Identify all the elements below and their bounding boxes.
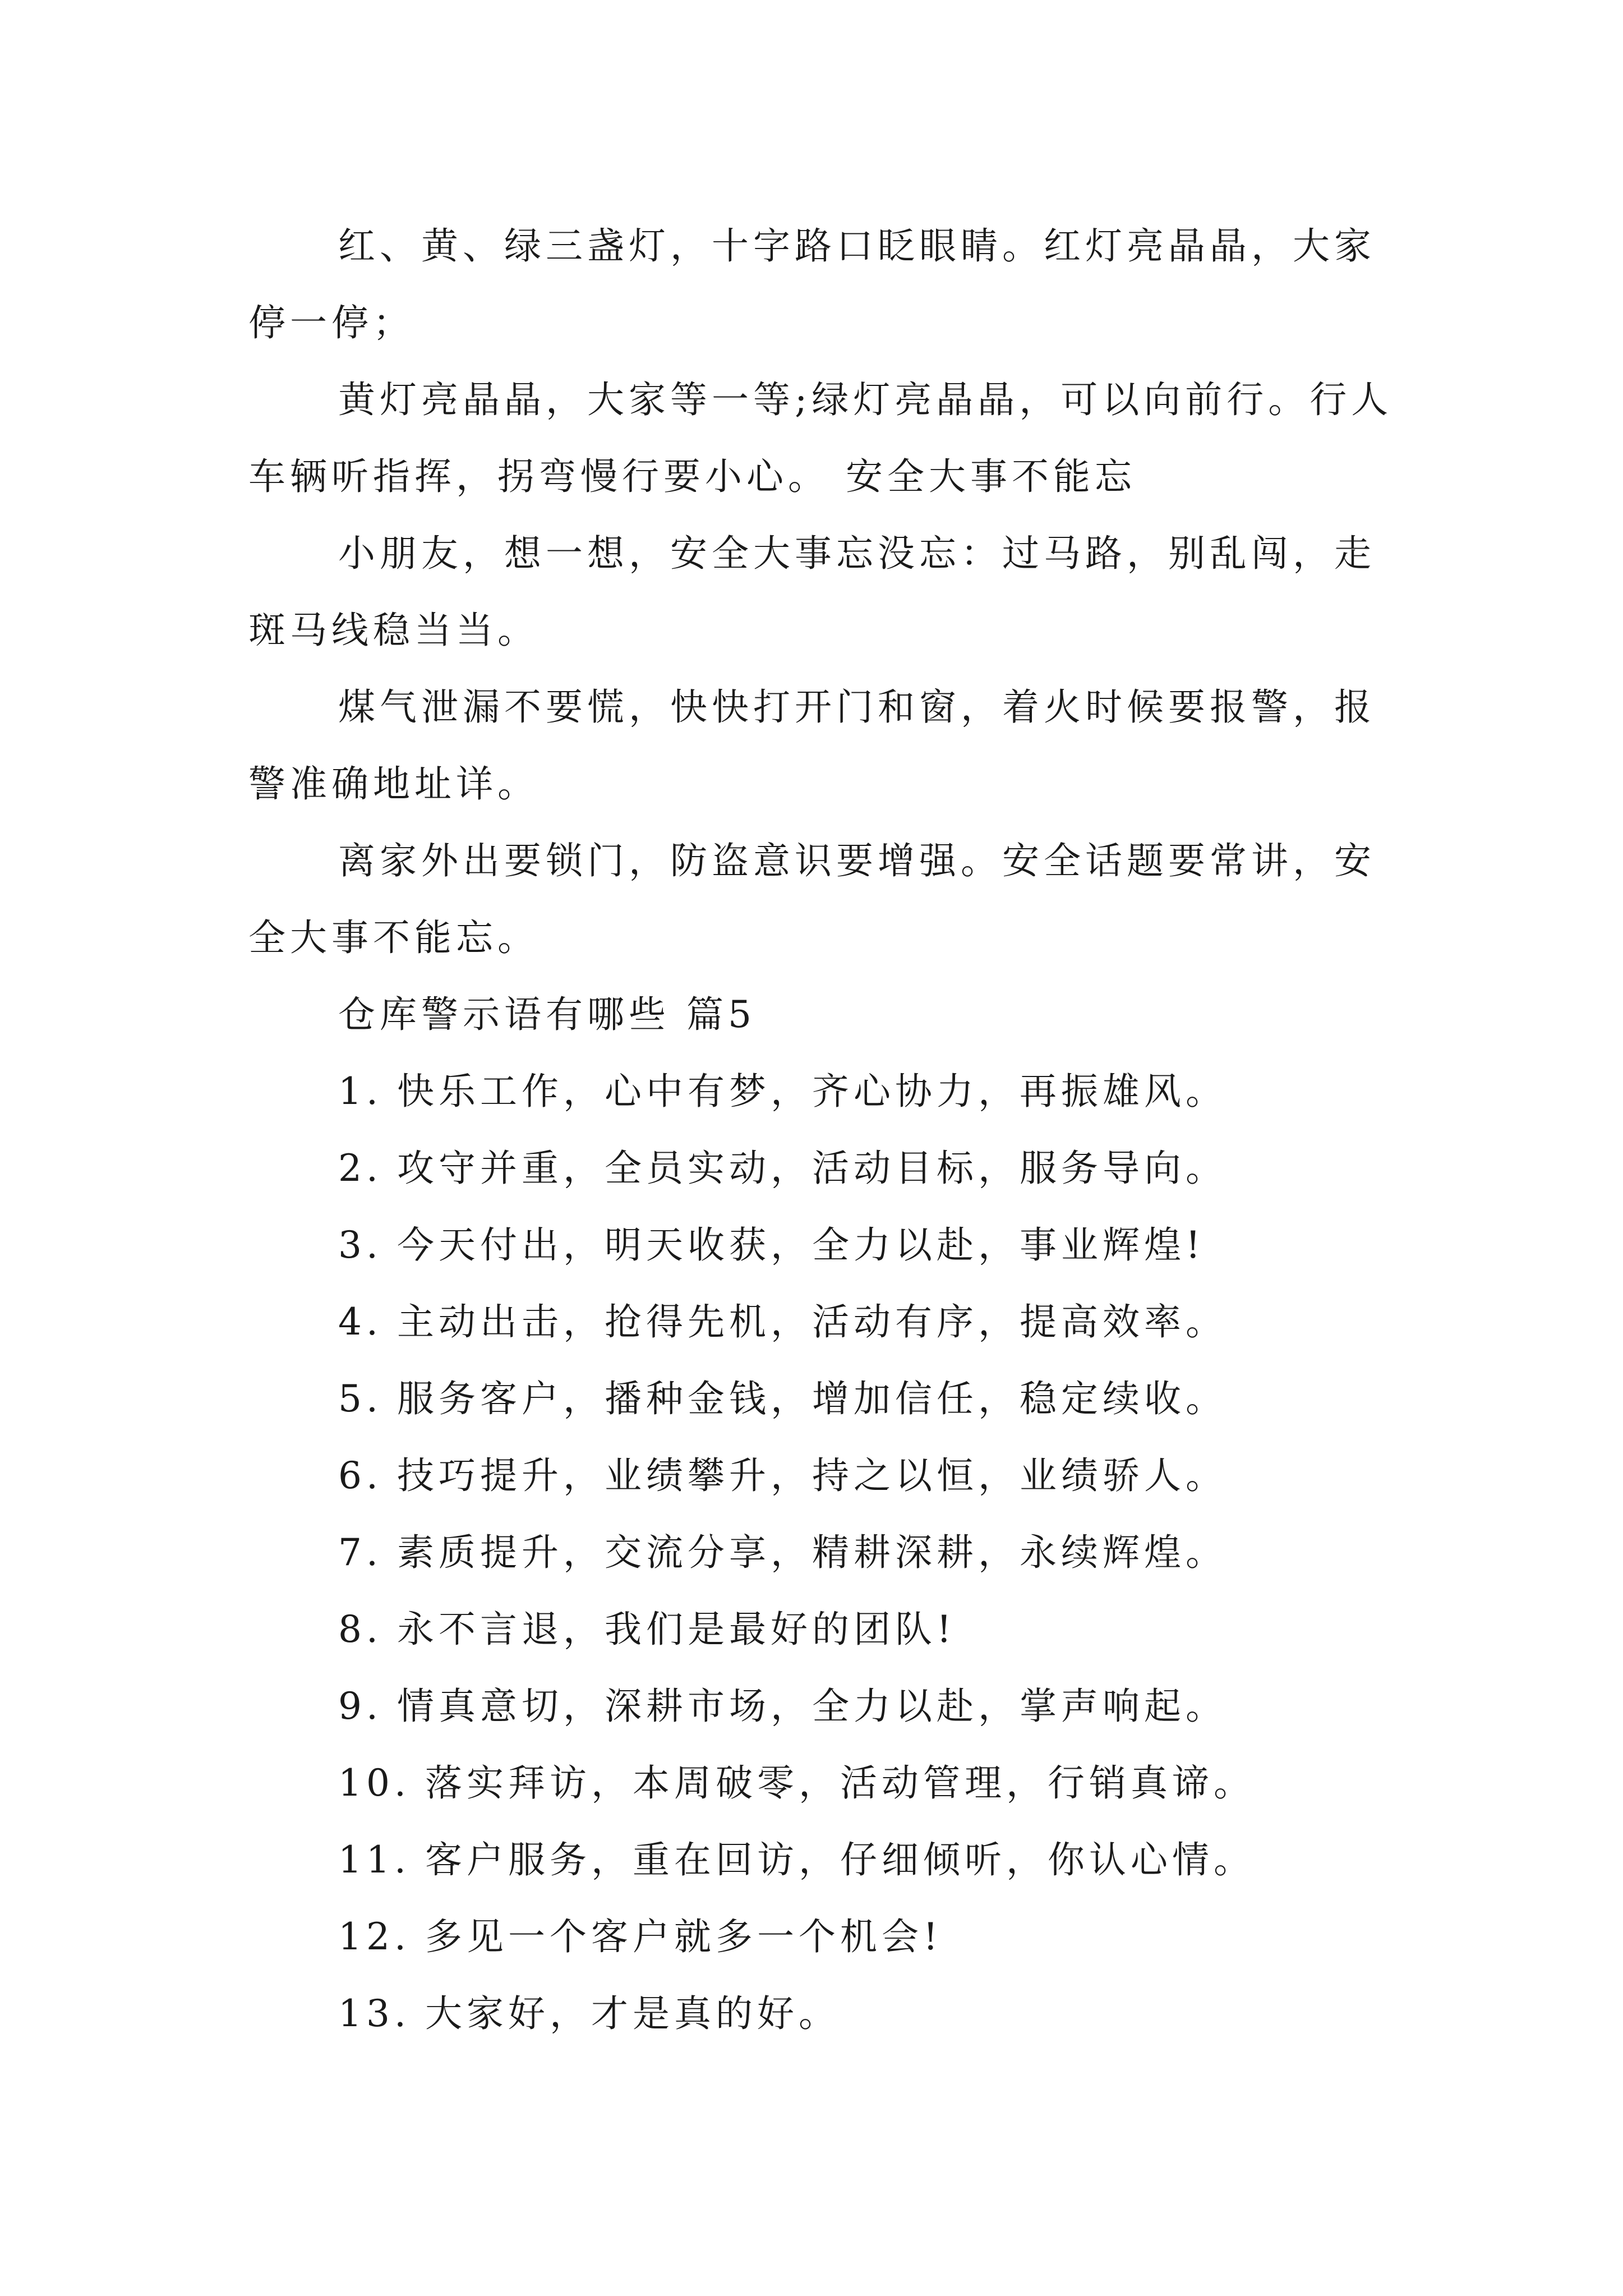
list-item-text: 素质提升，交流分享，精耕深耕，永续辉煌。 <box>396 1531 1227 1574</box>
document-body <box>248 208 1398 2052</box>
list-item-number: 7. <box>338 1531 382 1574</box>
list-item-number: 8. <box>338 1608 382 1651</box>
list-item-text: 落实拜访，本周破零，活动管理，行销真谛。 <box>425 1761 1255 1805</box>
list-item <box>248 1898 1398 1975</box>
list-item <box>248 1821 1398 1898</box>
list-item-text: 情真意切，深耕市场，全力以赴，掌声响起。 <box>396 1685 1227 1728</box>
list-item-number: 11. <box>338 1838 411 1881</box>
list-item <box>248 1514 1398 1591</box>
paragraph-lock-door: 离家外出要锁门，防盗意识要增强。安全话题要常讲，安全大事不能忘。 <box>248 839 1376 959</box>
list-item-number: 13. <box>338 1992 411 2035</box>
list-item <box>248 1975 1398 2052</box>
list-item-number: 9. <box>338 1685 382 1728</box>
list-item-number: 6. <box>338 1454 382 1497</box>
list-item-number: 10. <box>338 1761 411 1805</box>
list-item <box>248 1668 1398 1745</box>
list-item-text: 服务客户，播种金钱，增加信任，稳定续收。 <box>396 1377 1227 1420</box>
list-item <box>248 1283 1398 1360</box>
list-item-text: 永不言退，我们是最好的团队! <box>396 1608 956 1651</box>
paragraph-yellow-green-lights: 黄灯亮晶晶，大家等一等;绿灯亮晶晶，可以向前行。行人车辆听指挥，拐弯慢行要小心。 安全大事不能忘 <box>248 378 1393 498</box>
list-item-text: 攻守并重，全员实动，活动目标，服务导向。 <box>396 1147 1227 1190</box>
list-item-text: 大家好，才是真的好。 <box>425 1992 840 2035</box>
list-item-number: 3. <box>338 1223 382 1267</box>
list-item-text: 今天付出，明天收获，全力以赴，事业辉煌! <box>396 1223 1205 1267</box>
section-heading: 仓库警示语有哪些 篇5 <box>338 993 756 1036</box>
slogan-list <box>248 1053 1398 2052</box>
list-item-text: 技巧提升，业绩攀升，持之以恒，业绩骄人。 <box>396 1454 1227 1497</box>
paragraph-gas-leak: 煤气泄漏不要慌，快快打开门和窗，着火时候要报警，报警准确地址详。 <box>248 685 1376 806</box>
list-item-number: 12. <box>338 1915 411 1958</box>
paragraph-crossing-road: 小朋友，想一想，安全大事忘没忘：过马路，别乱闯，走斑马线稳当当。 <box>248 532 1376 652</box>
list-item-text: 客户服务，重在回访，仔细倾听，你认心情。 <box>425 1838 1255 1881</box>
list-item <box>248 1130 1398 1207</box>
list-item-text: 多见一个客户就多一个机会! <box>425 1915 943 1958</box>
list-item-number: 4. <box>338 1300 382 1343</box>
list-item <box>248 1591 1398 1668</box>
paragraph-traffic-lights: 红、黄、绿三盏灯，十字路口眨眼睛。红灯亮晶晶，大家停一停； <box>248 224 1376 344</box>
list-item <box>248 1207 1398 1283</box>
list-item <box>248 1745 1398 1821</box>
list-item-number: 1. <box>338 1070 382 1113</box>
list-item-text: 快乐工作，心中有梦，齐心协力，再振雄风。 <box>396 1070 1227 1113</box>
list-item-number: 2. <box>338 1147 382 1190</box>
list-item <box>248 1360 1398 1437</box>
list-item-text: 主动出击，抢得先机，活动有序，提高效率。 <box>396 1300 1227 1343</box>
list-item <box>248 1053 1398 1130</box>
list-item-number: 5. <box>338 1377 382 1420</box>
list-item <box>248 1437 1398 1514</box>
